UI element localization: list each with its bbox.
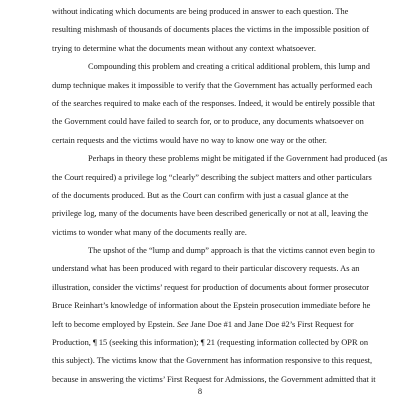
text-line: of the searches required to make each of the responses. Indeed, it would be entirely possible that xyxy=(52,98,375,108)
text-line: of the documents produced. But as the Court can confirm with just a casual glance at the xyxy=(52,190,349,200)
text-line: illustration, consider the victims’ request for production of documents about former prosecutor xyxy=(52,282,370,292)
text-line: Production, ¶ 15 (seeking this information); ¶ 21 (requesting information collected by OPR on xyxy=(52,338,369,348)
text-line: left to become employed by Epstein. See Jane Doe #1 and Jane Doe #2’s First Request for xyxy=(52,319,354,329)
text-line: the Government could have failed to search for, or to produce, any documents whatsoever on xyxy=(52,117,364,127)
text-line: dump technique makes it impossible to verify that the Government has actually performed each xyxy=(52,80,373,90)
text-line: Bruce Reinhart’s knowledge of information about the Epstein prosecution immediate before he xyxy=(52,301,371,311)
text-line: Compounding this problem and creating a critical additional problem, this lump and xyxy=(88,62,370,72)
text-line: without indicating which documents are being produced in answer to each question. The xyxy=(52,7,349,16)
text-line: trying to determine what the documents mean without any context whatsoever. xyxy=(52,43,316,53)
text-line: resulting mishmash of thousands of documents places the victims in the impossible position of xyxy=(52,25,370,35)
page-number: 8 xyxy=(197,387,203,396)
text-line: this subject). The victims know that the Government has information responsive to this request, xyxy=(52,356,373,366)
text-line: privilege log, many of the documents have been described generically or not at all, leaving the xyxy=(52,209,369,219)
text-line: victims to wonder what many of the documents really are. xyxy=(52,227,247,237)
paragraph-continuation xyxy=(52,3,370,58)
text-line: Perhaps in theory these problems might be mitigated if the Government had produced (as xyxy=(88,154,388,164)
text-line: The upshot of the “lump and dump” approach is that the victims cannot even begin to xyxy=(88,246,375,256)
paragraph-privilege-log xyxy=(52,150,388,242)
text-line: certain requests and the victims would have no way to know one way or the other. xyxy=(52,135,327,145)
paragraph-lump-and-dump xyxy=(52,58,375,150)
text-line: the Court required) a privilege log “clearly” describing the subject matters and other particulars xyxy=(52,172,372,182)
text-line: because in answering the victims’ First Request for Admissions, the Government admitted that it xyxy=(52,374,376,384)
text-line: understand what has been produced with regard to their particular discovery requests. As an xyxy=(52,264,360,274)
paragraph-upshot xyxy=(52,242,376,389)
